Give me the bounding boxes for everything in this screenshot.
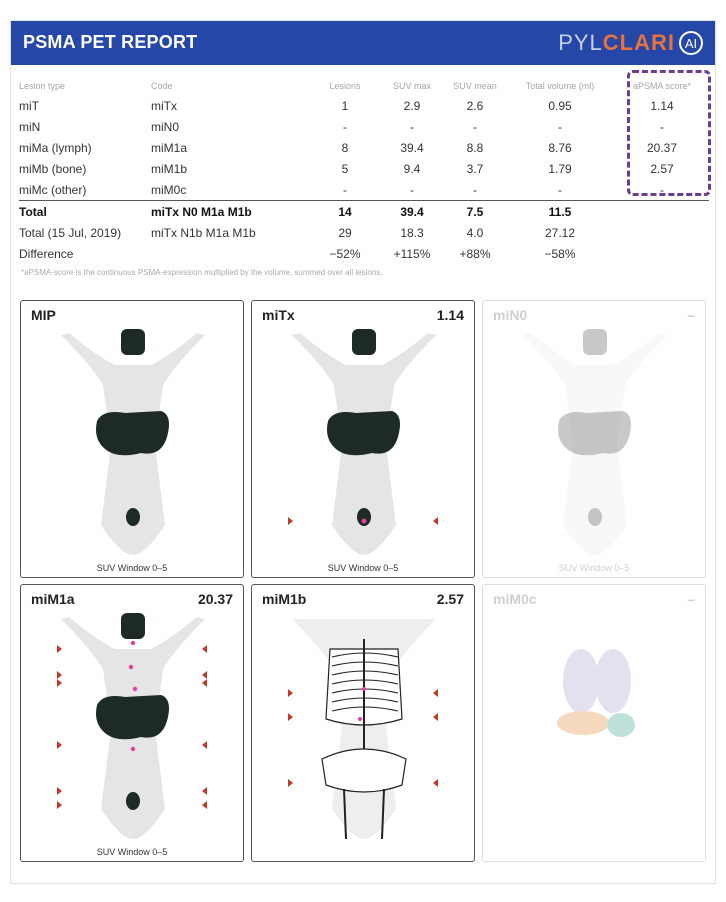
lesion-spot bbox=[362, 687, 366, 691]
lesion-spot bbox=[131, 747, 135, 751]
cell: 27.12 bbox=[544, 225, 576, 240]
cell: 8.76 bbox=[548, 140, 572, 155]
lesion-marker bbox=[202, 741, 207, 749]
report-header bbox=[11, 21, 715, 65]
lesion-marker bbox=[202, 671, 207, 679]
lesion-marker bbox=[202, 801, 207, 809]
lesion-marker bbox=[433, 689, 438, 697]
report-title: PSMA PET REPORT bbox=[23, 32, 198, 52]
cell: 39.4 bbox=[379, 201, 445, 223]
cell: - bbox=[660, 119, 664, 134]
mim0c-organs-image bbox=[483, 609, 706, 841]
cell: 4.0 bbox=[466, 225, 484, 240]
cell: 18.3 bbox=[400, 225, 424, 240]
mim1b-skeleton-image bbox=[252, 609, 475, 841]
panel-label: miTx bbox=[262, 307, 295, 323]
liver-uptake bbox=[96, 695, 169, 739]
col-total-volume: Total volume (ml) bbox=[525, 81, 595, 91]
lung-right bbox=[595, 649, 631, 713]
cell: 8 bbox=[341, 140, 349, 155]
cell: +115% bbox=[393, 246, 431, 261]
min0-body-image bbox=[483, 325, 706, 557]
lesion-table bbox=[19, 77, 709, 264]
table-row-total-previous bbox=[19, 222, 709, 243]
liver-uptake bbox=[558, 411, 631, 455]
mitx-body-image bbox=[252, 325, 475, 557]
panel-caption: SUV Window 0–5 bbox=[327, 563, 399, 573]
head-uptake bbox=[352, 329, 376, 355]
lesion-marker bbox=[288, 689, 293, 697]
cell: miM1a bbox=[151, 140, 188, 155]
lesion-marker bbox=[57, 787, 62, 795]
cell: 2.57 bbox=[650, 161, 674, 176]
cell: miMa (lymph) bbox=[19, 140, 92, 155]
bladder-uptake bbox=[588, 508, 602, 526]
cell: 2.9 bbox=[403, 98, 421, 113]
cell: 29 bbox=[338, 225, 352, 240]
panel-caption: SUV Window 0–5 bbox=[558, 563, 630, 573]
col-lesions: Lesions bbox=[329, 81, 361, 91]
cell: +88% bbox=[459, 246, 491, 261]
head-uptake bbox=[583, 329, 607, 355]
cell: - bbox=[558, 182, 562, 197]
panel-score: 2.57 bbox=[436, 591, 464, 607]
lesion-marker bbox=[57, 671, 62, 679]
cell: miM1b bbox=[151, 161, 188, 176]
footnote: *aPSMA-score is the continuous PSMA-expression multiplied by the volume, summed over all lesions. bbox=[21, 268, 383, 277]
cell: 11.5 bbox=[505, 201, 615, 223]
cell: 2.6 bbox=[466, 98, 484, 113]
spleen-outline bbox=[607, 713, 635, 737]
table-row-difference bbox=[19, 243, 709, 264]
apsma-highlight-box bbox=[627, 70, 711, 196]
cell: 14 bbox=[311, 201, 379, 223]
liver-outline bbox=[557, 711, 609, 735]
liver-uptake bbox=[327, 411, 400, 455]
cell: - bbox=[410, 119, 414, 134]
panel-label: miM1a bbox=[31, 591, 75, 607]
cell: miTx N1b M1a M1b bbox=[151, 225, 256, 240]
cell: miN0 bbox=[151, 119, 180, 134]
panel-mitx[interactable] bbox=[251, 300, 475, 578]
panel-mim1b[interactable] bbox=[251, 584, 475, 862]
table-row-total bbox=[19, 201, 709, 223]
lesion-marker bbox=[433, 713, 438, 721]
panel-caption: SUV Window 0–5 bbox=[96, 563, 168, 573]
lesion-marker bbox=[202, 645, 207, 653]
cell: 5 bbox=[341, 161, 349, 176]
cell bbox=[615, 201, 709, 223]
cell: miTx bbox=[151, 98, 177, 113]
logo-text-pyl: PYL bbox=[558, 30, 603, 55]
lesion-marker bbox=[433, 779, 438, 787]
panel-score: – bbox=[687, 591, 695, 607]
pelvis-outline bbox=[322, 749, 406, 792]
table-row bbox=[19, 179, 709, 201]
pylclari-logo bbox=[558, 29, 703, 57]
cell bbox=[151, 243, 311, 264]
cell: 1.79 bbox=[548, 161, 572, 176]
logo-ai-badge: AI bbox=[679, 31, 703, 55]
cell: - bbox=[410, 182, 414, 197]
cell: 0.95 bbox=[548, 98, 572, 113]
cell: miTx N0 M1a M1b bbox=[151, 201, 311, 223]
cell: 39.4 bbox=[400, 140, 424, 155]
lesion-marker bbox=[288, 713, 293, 721]
table-header-row bbox=[19, 77, 709, 95]
cell: 1 bbox=[341, 98, 349, 113]
table-row bbox=[19, 137, 709, 158]
cell: miM0c bbox=[151, 182, 187, 197]
cell: 3.7 bbox=[466, 161, 484, 176]
cell: −52% bbox=[329, 246, 361, 261]
lesion-marker bbox=[202, 679, 207, 687]
cell: 1.14 bbox=[650, 98, 674, 113]
col-code: Code bbox=[151, 81, 173, 91]
lesion-spot bbox=[362, 519, 367, 524]
bladder-uptake bbox=[126, 508, 140, 526]
lesion-marker bbox=[288, 517, 293, 525]
panel-score: 20.37 bbox=[197, 591, 233, 607]
panel-mip[interactable] bbox=[20, 300, 244, 578]
table-row bbox=[19, 116, 709, 137]
lesion-marker bbox=[288, 779, 293, 787]
logo-text-clari: CLARI bbox=[602, 30, 675, 55]
bladder-uptake bbox=[126, 792, 140, 810]
panel-mim1a[interactable] bbox=[20, 584, 244, 862]
lesion-spot bbox=[358, 717, 362, 721]
cell bbox=[615, 222, 709, 243]
panel-label: miM1b bbox=[262, 591, 307, 607]
col-lesion-type: Lesion type bbox=[19, 81, 66, 91]
mim1a-body-image bbox=[21, 609, 244, 841]
cell: 8.8 bbox=[466, 140, 484, 155]
cell: Total bbox=[19, 201, 151, 223]
cell: - bbox=[473, 119, 477, 134]
panel-score: – bbox=[687, 307, 695, 323]
panel-caption: SUV Window 0–5 bbox=[96, 847, 168, 857]
table-row bbox=[19, 95, 709, 116]
cell: 20.37 bbox=[646, 140, 678, 155]
col-suv-mean: SUV mean bbox=[453, 81, 497, 91]
panel-label: miN0 bbox=[493, 307, 528, 323]
head-uptake bbox=[121, 329, 145, 355]
lesion-marker bbox=[202, 787, 207, 795]
cell: - bbox=[558, 119, 562, 134]
cell bbox=[615, 243, 709, 264]
lesion-spot bbox=[129, 665, 133, 669]
panel-label: miM0c bbox=[493, 591, 537, 607]
lesion-marker bbox=[57, 741, 62, 749]
cell: miT bbox=[19, 98, 39, 113]
cell: - bbox=[343, 119, 347, 134]
head-uptake bbox=[121, 613, 145, 639]
lesion-marker bbox=[57, 801, 62, 809]
lesion-marker bbox=[433, 517, 438, 525]
cell: Total (15 Jul, 2019) bbox=[19, 225, 122, 240]
cell: −58% bbox=[544, 246, 576, 261]
col-apsma-score: aPSMA score* bbox=[632, 81, 692, 91]
cell: miMb (bone) bbox=[19, 161, 87, 176]
cell: miN bbox=[19, 119, 41, 134]
lesion-spot bbox=[131, 641, 135, 645]
panel-mim0c[interactable] bbox=[482, 584, 706, 862]
lesion-marker bbox=[57, 679, 62, 687]
cell: miMc (other) bbox=[19, 182, 87, 197]
lesion-spot bbox=[133, 687, 137, 691]
panel-score: 1.14 bbox=[436, 307, 464, 323]
cell: - bbox=[343, 182, 347, 197]
col-suv-max: SUV max bbox=[392, 81, 431, 91]
cell: - bbox=[660, 182, 664, 197]
table-row bbox=[19, 158, 709, 179]
panel-min0[interactable] bbox=[482, 300, 706, 578]
cell: 7.5 bbox=[445, 201, 505, 223]
panel-label: MIP bbox=[31, 307, 56, 323]
mip-body-image bbox=[21, 325, 244, 557]
lung-left bbox=[563, 649, 599, 713]
liver-uptake bbox=[96, 411, 169, 455]
cell: Difference bbox=[19, 246, 74, 261]
lesion-marker bbox=[57, 645, 62, 653]
cell: 9.4 bbox=[403, 161, 421, 176]
cell: - bbox=[473, 182, 477, 197]
